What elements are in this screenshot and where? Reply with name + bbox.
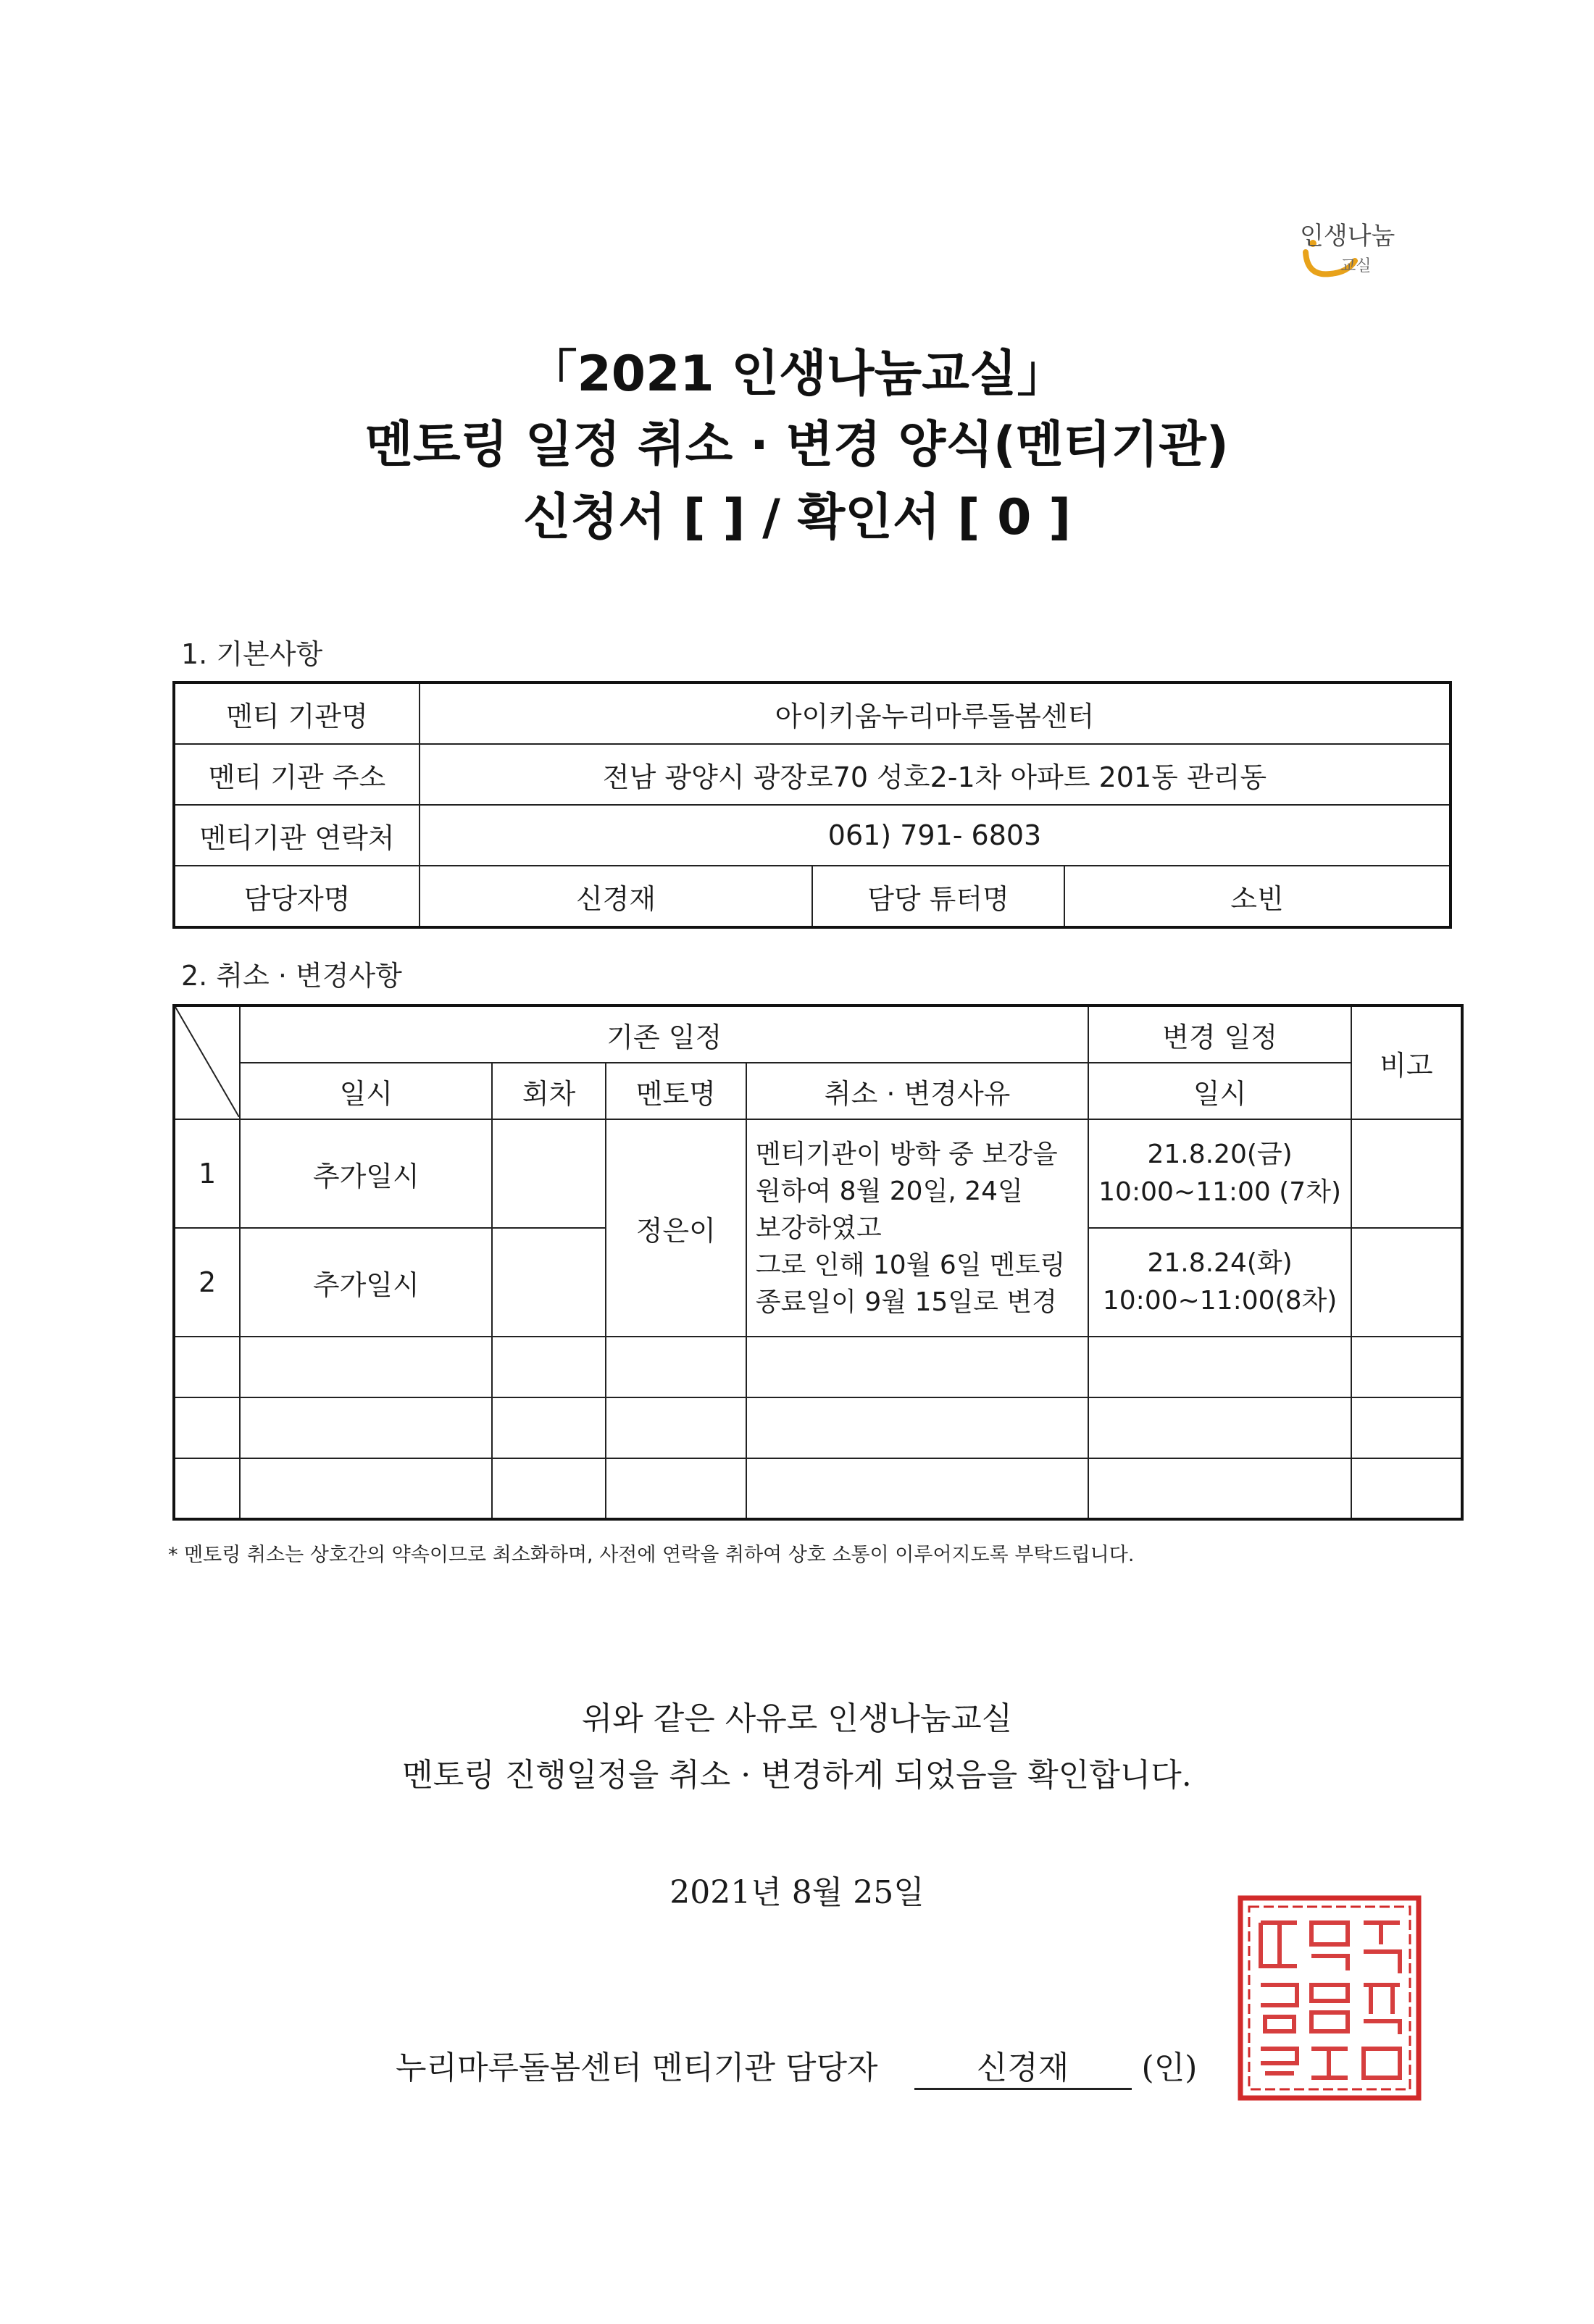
mentor-name: 정은이 [606, 1119, 746, 1337]
tutor-label: 담당 튜터명 [812, 866, 1064, 927]
new-time: 10:00~11:00(8차) [1102, 1286, 1338, 1316]
declaration-line-1: 위와 같은 사유로 인생나눔교실 [581, 1700, 1013, 1737]
table-header-row [174, 1006, 1462, 1063]
empty-row [174, 1337, 1462, 1397]
table-header-row [174, 1063, 1462, 1119]
reason-line: 보강하였고 [755, 1213, 882, 1243]
document-date: 2021년 8월 25일 [669, 1874, 925, 1911]
diagonal-corner-cell [174, 1006, 240, 1119]
section-basic-heading: 1. 기본사항 [181, 638, 323, 670]
change-schedule-table [172, 1004, 1464, 1521]
new-date: 21.8.20(금) [1147, 1140, 1293, 1169]
row-remarks [1351, 1228, 1462, 1337]
manager-label: 담당자명 [174, 866, 420, 927]
existing-schedule-header: 기존 일정 [240, 1006, 1088, 1063]
seal-mark: (인) [1141, 2049, 1198, 2086]
table-row [174, 1119, 1462, 1228]
reason-line: 원하여 8월 20일, 24일 [755, 1176, 1023, 1206]
reason-line: 멘티기관이 방학 중 보강을 [755, 1139, 1058, 1169]
signature-line [396, 2041, 1197, 2090]
table-row [174, 805, 1451, 866]
remarks-header: 비고 [1351, 1006, 1462, 1119]
org-name-label: 멘티 기관명 [174, 682, 420, 744]
new-datetime [1088, 1119, 1351, 1228]
diagonal-line [175, 1007, 239, 1117]
declaration-line-2: 멘토링 진행일정을 취소 · 변경하게 되었음을 확인합니다. [402, 1757, 1192, 1794]
new-time: 10:00~11:00 (7차) [1098, 1177, 1342, 1207]
basic-info-table [172, 681, 1452, 929]
session-header: 회차 [492, 1063, 605, 1119]
title-line-2: 멘토링 일정 취소 · 변경 양식(멘티기관) [365, 417, 1229, 474]
org-contact-label: 멘티기관 연락처 [174, 805, 420, 866]
org-address-value: 전남 광양시 광장로70 성호2-1차 아파트 201동 관리동 [420, 744, 1451, 805]
row-session [492, 1119, 605, 1228]
manager-value: 신경재 [420, 866, 812, 927]
program-logo [1297, 210, 1413, 290]
row-datetime: 추가일시 [240, 1119, 492, 1228]
new-datetime-header: 일시 [1088, 1063, 1351, 1119]
new-datetime [1088, 1228, 1351, 1337]
row-number: 1 [174, 1119, 240, 1228]
mentor-header: 멘토명 [606, 1063, 746, 1119]
table-row [174, 866, 1451, 927]
table-row [174, 682, 1451, 744]
org-contact-value: 061) 791- 6803 [420, 805, 1451, 866]
empty-row [174, 1397, 1462, 1458]
reason-line: 그로 인해 10월 6일 멘토링 [755, 1250, 1066, 1280]
title-line-3: 신청서 [ ] / 확인서 [ 0 ] [522, 489, 1072, 546]
signer-name: 신경재 [914, 2041, 1132, 2090]
logo-subtext: 교실 [1340, 257, 1372, 275]
reason-line: 종료일이 9월 15일로 변경 [755, 1287, 1057, 1317]
new-date: 21.8.24(화) [1147, 1248, 1293, 1278]
changed-schedule-header: 변경 일정 [1088, 1006, 1351, 1063]
official-seal-stamp-icon [1236, 1894, 1423, 2102]
title-line-1: 「2021 인생나눔교실」 [527, 346, 1067, 403]
tutor-value: 소빈 [1064, 866, 1451, 927]
row-datetime: 추가일시 [240, 1228, 492, 1337]
empty-row [174, 1458, 1462, 1519]
reason-header: 취소 · 변경사유 [746, 1063, 1089, 1119]
org-name-value: 아이키움누리마루돌봄센터 [420, 682, 1451, 744]
row-remarks [1351, 1119, 1462, 1228]
signature-label: 누리마루돌봄센터 멘티기관 담당자 [396, 2049, 878, 2086]
table-row [174, 744, 1451, 805]
row-number: 2 [174, 1228, 240, 1337]
section-change-heading: 2. 취소 · 변경사항 [181, 960, 402, 992]
notice-text: * 멘토링 취소는 상호간의 약속이므로 최소화하며, 사전에 연락을 취하여 상호 소통이 이루어지도록 부탁드립니다. [168, 1544, 1135, 1566]
row-session [492, 1228, 605, 1337]
datetime-header: 일시 [240, 1063, 492, 1119]
change-reason [746, 1119, 1089, 1337]
org-address-label: 멘티 기관 주소 [174, 744, 420, 805]
logo-text: 인생나눔 [1300, 222, 1395, 251]
